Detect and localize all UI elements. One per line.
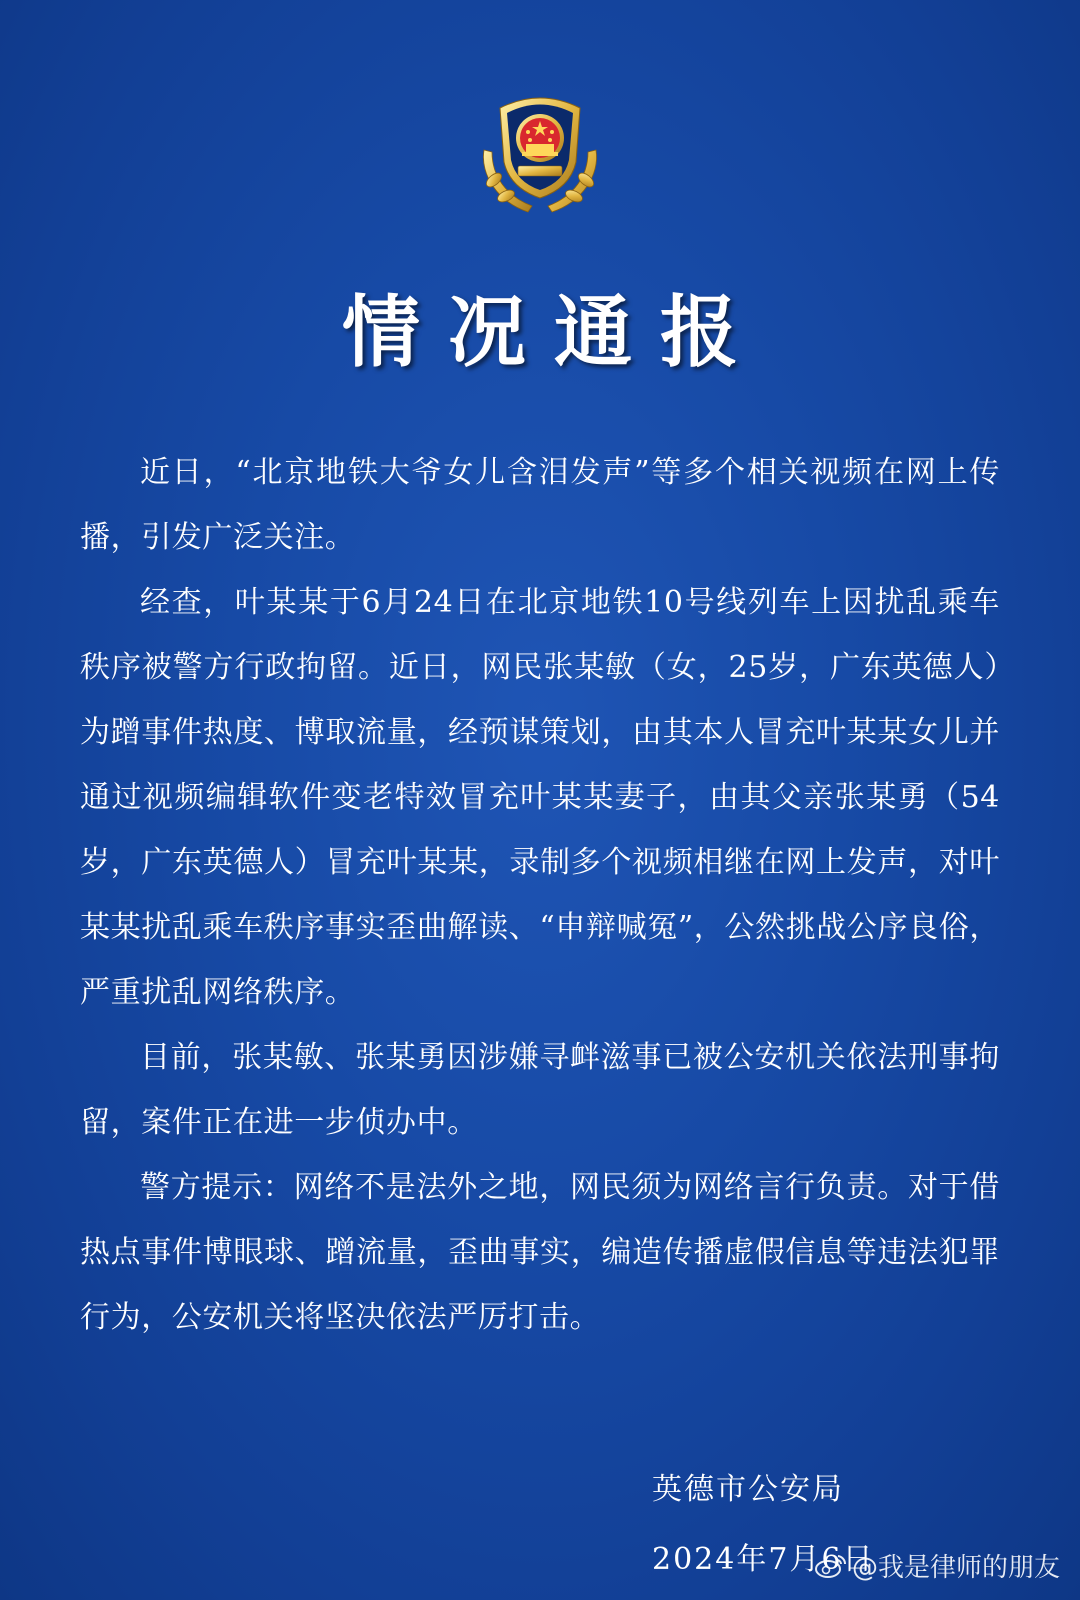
body-paragraph-2: 经查，叶某某于6月24日在北京地铁10号线列车上因扰乱乘车秩序被警方行政拘留。近日，网民张某敏（女，25岁，广东英德人）为蹭事件热度、博取流量，经预谋策划，由其本人冒充叶某某女儿并通过视频编辑软件变老特效冒充叶某某妻子，由其父亲张某勇（54岁，广东英德人）冒充叶某某，录制多个视频相继在网上发声，对叶某某扰乱乘车秩序事实歪曲解读、“申辩喊冤”，公然挑战公序良俗，严重扰乱网络秩序。 [80,585,1000,1010]
body-paragraph-3: 目前，张某敏、张某勇因涉嫌寻衅滋事已被公安机关依法刑事拘留，案件正在进一步侦办中。 [80,1040,1000,1140]
issue-date: 2024年7月6日 [652,1542,875,1577]
weibo-watermark [814,1547,1060,1584]
police-emblem [470,80,610,220]
body-paragraph-4: 警方提示：网络不是法外之地，网民须为网络言行负责。对于借热点事件博眼球、蹭流量，歪曲事实，编造传播虚假信息等违法犯罪行为，公安机关将坚决依法严厉打击。 [80,1170,1000,1335]
weibo-icon [814,1552,848,1580]
watermark-text: @我是律师的朋友 [851,1553,1060,1583]
notice-body [80,440,1000,1350]
notice-title: 情况通报 [341,287,766,378]
police-emblem-icon [470,80,610,220]
issuer-name: 英德市公安局 [652,1472,844,1507]
body-paragraph-1: 近日，“北京地铁大爷女儿含泪发声”等多个相关视频在网上传播，引发广泛关注。 [80,455,1000,555]
